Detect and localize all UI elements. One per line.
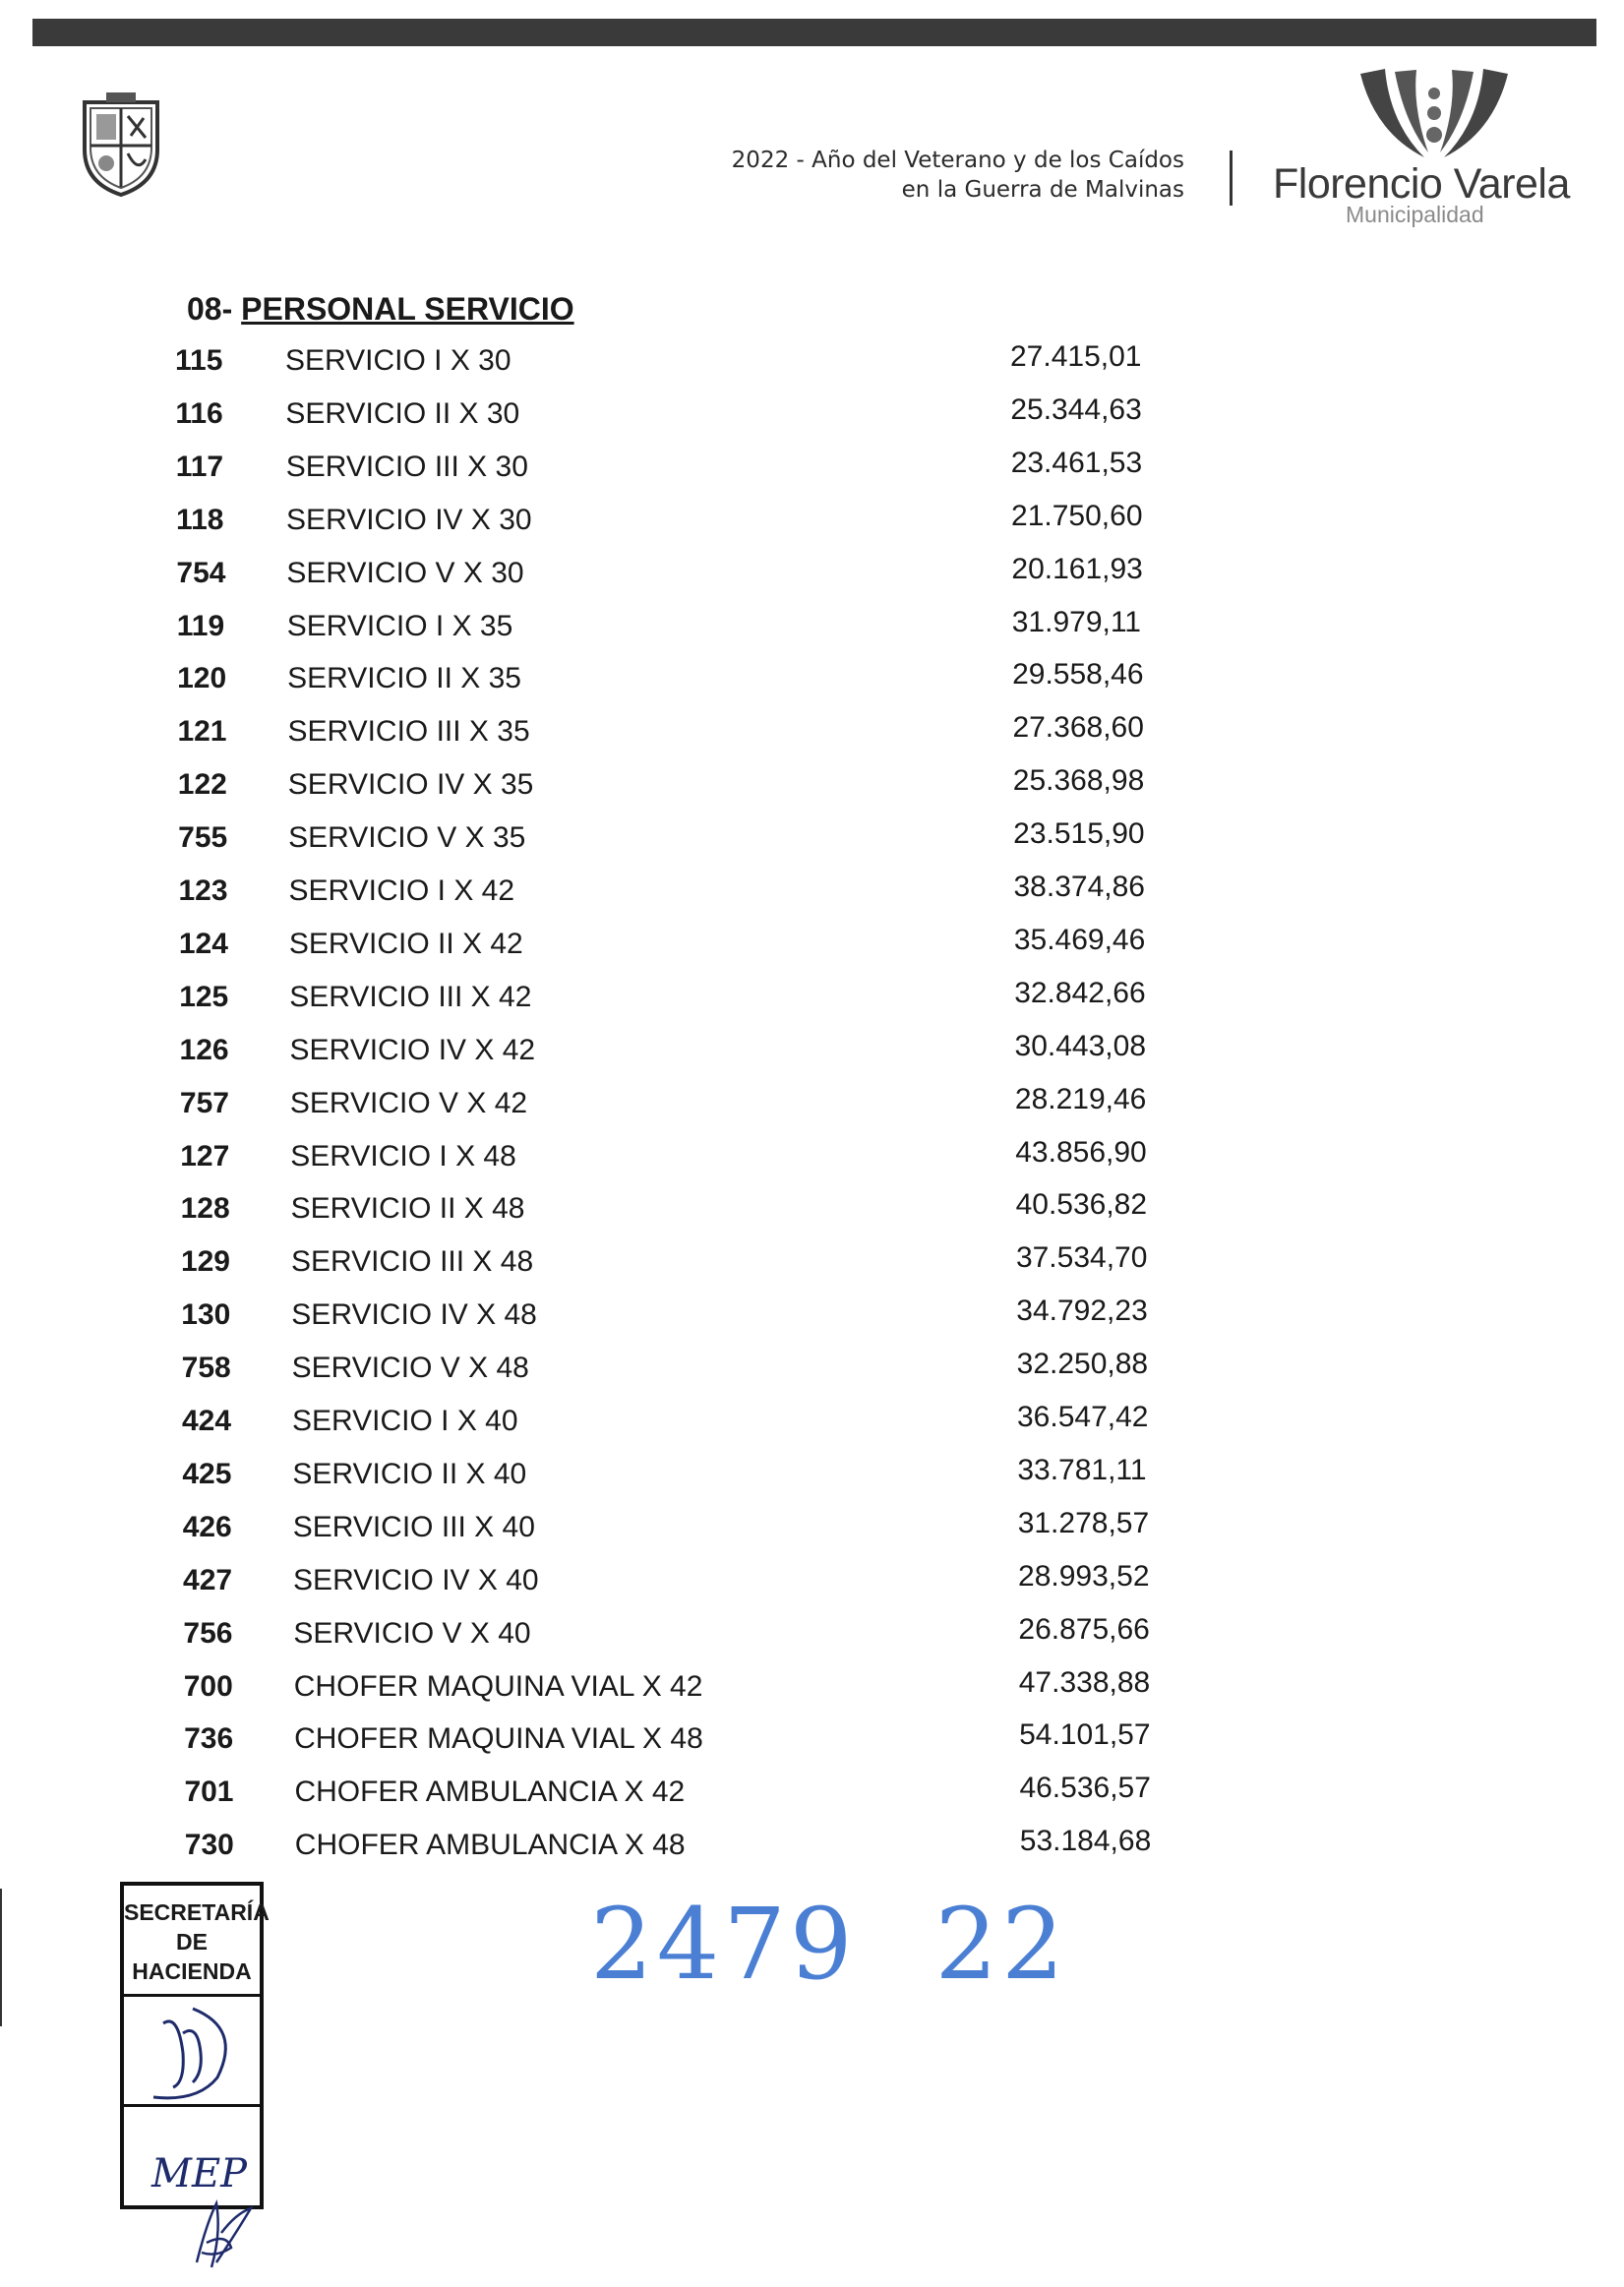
row-code: 701 — [184, 1775, 234, 1809]
document-number-part-1: 2479 — [590, 1887, 857, 2002]
row-amount: 27.368,60 — [1012, 711, 1144, 745]
table-row — [0, 711, 1279, 754]
row-code: 130 — [181, 1298, 231, 1332]
row-description: SERVICIO III X 42 — [289, 980, 532, 1013]
row-description: SERVICIO I X 48 — [290, 1139, 516, 1173]
row-code: 129 — [180, 1245, 230, 1279]
row-amount: 53.184,68 — [1019, 1825, 1152, 1858]
row-code: 425 — [182, 1457, 232, 1490]
row-code: 730 — [184, 1829, 234, 1862]
row-amount: 25.368,98 — [1012, 764, 1145, 798]
table-row — [0, 1612, 1279, 1656]
row-description: SERVICIO IV X 35 — [287, 768, 534, 802]
row-amount: 34.792,23 — [1016, 1294, 1148, 1328]
table-row — [0, 1772, 1279, 1815]
row-code: 126 — [179, 1033, 229, 1066]
municipality-subtitle: Municipalidad — [1346, 202, 1484, 227]
row-code: 123 — [178, 874, 228, 907]
row-description: SERVICIO II X 40 — [292, 1457, 527, 1490]
row-description: SERVICIO V X 42 — [289, 1086, 528, 1119]
row-amount: 40.536,82 — [1015, 1188, 1148, 1222]
table-row — [0, 1453, 1279, 1497]
row-description: CHOFER MAQUINA VIAL X 48 — [294, 1722, 703, 1756]
document-number-part-2: 22 — [934, 1887, 1068, 2002]
table-row — [0, 871, 1279, 914]
row-code: 122 — [177, 768, 227, 802]
row-amount: 25.344,63 — [1010, 392, 1142, 426]
row-description: SERVICIO IV X 48 — [291, 1298, 537, 1332]
row-code: 124 — [178, 927, 228, 960]
municipality-name: Florencio Varela — [1273, 160, 1570, 208]
row-description: CHOFER AMBULANCIA X 48 — [294, 1829, 686, 1862]
table-row — [0, 923, 1279, 967]
row-code: 426 — [182, 1510, 232, 1543]
row-amount: 35.469,46 — [1013, 923, 1146, 956]
row-description: SERVICIO III X 30 — [285, 450, 528, 483]
row-description: SERVICIO IV X 40 — [293, 1563, 539, 1596]
row-code: 119 — [176, 609, 225, 642]
row-amount: 32.250,88 — [1016, 1348, 1149, 1381]
row-code: 125 — [179, 980, 229, 1013]
row-amount: 26.875,66 — [1018, 1612, 1150, 1646]
table-row — [0, 340, 1279, 384]
row-code: 116 — [175, 396, 223, 430]
row-code: 121 — [177, 715, 227, 749]
table-row — [0, 1718, 1279, 1762]
table-row — [0, 1401, 1279, 1444]
row-description: SERVICIO I X 30 — [285, 344, 511, 377]
row-code: 128 — [180, 1192, 230, 1226]
table-row — [0, 1825, 1279, 1868]
table-row — [0, 392, 1279, 437]
table-row — [0, 1082, 1279, 1126]
left-edge-mark — [0, 1889, 2, 2026]
section-number: 08- — [187, 291, 233, 327]
row-description: SERVICIO III X 40 — [292, 1510, 535, 1543]
row-amount: 47.338,88 — [1018, 1665, 1151, 1699]
row-description: SERVICIO V X 35 — [288, 821, 526, 855]
row-amount: 31.278,57 — [1017, 1506, 1150, 1539]
stamp-initials: MEP — [151, 2151, 248, 2197]
table-row — [0, 658, 1279, 701]
row-code: 736 — [184, 1722, 234, 1756]
row-amount: 28.219,46 — [1014, 1082, 1147, 1115]
table-row — [0, 1241, 1279, 1285]
row-amount: 38.374,86 — [1013, 871, 1145, 903]
table-row — [0, 1294, 1279, 1338]
row-description: SERVICIO III X 35 — [287, 715, 530, 749]
row-code: 115 — [175, 344, 223, 377]
row-description: CHOFER AMBULANCIA X 42 — [294, 1775, 686, 1809]
table-row — [0, 1559, 1279, 1603]
row-code: 755 — [178, 821, 228, 855]
document-number-stamp — [590, 1887, 1068, 2002]
row-code: 127 — [180, 1139, 230, 1173]
row-code: 700 — [183, 1669, 233, 1703]
table-row — [0, 817, 1279, 861]
row-description: SERVICIO II X 48 — [290, 1192, 525, 1226]
row-description: SERVICIO V X 40 — [293, 1616, 531, 1650]
table-row — [0, 1029, 1279, 1073]
row-amount: 23.461,53 — [1010, 446, 1143, 479]
table-row — [0, 1348, 1279, 1391]
motto-line-2: en la Guerra de Malvinas — [901, 177, 1184, 203]
row-amount: 27.415,01 — [1010, 340, 1142, 373]
row-description: SERVICIO I X 42 — [288, 874, 515, 907]
row-code: 427 — [183, 1563, 233, 1596]
row-amount: 23.515,90 — [1013, 817, 1145, 851]
row-description: SERVICIO II X 35 — [287, 662, 521, 695]
table-row — [0, 499, 1279, 543]
table-row — [0, 446, 1279, 490]
row-description: SERVICIO V X 30 — [286, 556, 524, 589]
row-amount: 31.979,11 — [1011, 605, 1141, 638]
row-amount: 30.443,08 — [1014, 1029, 1147, 1062]
motto-line-1: 2022 - Año del Veterano y de los Caídos — [731, 148, 1184, 173]
row-code: 754 — [176, 556, 226, 589]
table-row — [0, 1135, 1279, 1179]
table-row — [0, 1188, 1279, 1232]
row-amount: 32.842,66 — [1014, 976, 1146, 1009]
row-description: CHOFER MAQUINA VIAL X 42 — [293, 1669, 703, 1703]
row-description: SERVICIO II X 30 — [285, 396, 520, 430]
signature-scribble-icon — [177, 2194, 266, 2272]
row-amount: 54.101,57 — [1019, 1718, 1151, 1752]
table-row — [0, 976, 1279, 1020]
row-amount: 36.547,42 — [1017, 1401, 1149, 1433]
row-code: 757 — [179, 1086, 229, 1119]
row-description: SERVICIO IV X 30 — [286, 503, 532, 536]
row-code: 118 — [176, 503, 224, 536]
stamp-line-2: DE — [176, 1929, 208, 1955]
section-title: PERSONAL SERVICIO — [241, 291, 574, 327]
row-amount: 43.856,90 — [1015, 1135, 1147, 1169]
table-row — [0, 605, 1279, 649]
row-code: 424 — [182, 1405, 232, 1437]
table-row — [0, 1506, 1279, 1550]
row-amount: 20.161,93 — [1011, 552, 1143, 585]
row-description: SERVICIO III X 48 — [290, 1245, 534, 1279]
stamp-line-1: SECRETARÍA — [124, 1899, 270, 1925]
row-description: SERVICIO II X 42 — [288, 927, 523, 960]
row-code: 117 — [175, 450, 224, 483]
row-amount: 37.534,70 — [1015, 1241, 1148, 1275]
row-description: SERVICIO I X 35 — [286, 609, 513, 642]
row-amount: 33.781,11 — [1017, 1453, 1147, 1486]
row-amount: 46.536,57 — [1019, 1772, 1151, 1805]
row-code: 756 — [183, 1616, 233, 1650]
row-description: SERVICIO I X 40 — [292, 1405, 518, 1437]
table-row — [0, 552, 1279, 596]
table-row — [0, 1665, 1279, 1710]
row-amount: 28.993,52 — [1018, 1559, 1150, 1593]
row-amount: 21.750,60 — [1011, 499, 1143, 532]
row-amount: 29.558,46 — [1012, 658, 1144, 692]
table-row — [0, 764, 1279, 808]
stamp-line-3: HACIENDA — [132, 1958, 252, 1984]
row-code: 120 — [177, 662, 227, 695]
hacienda-stamp — [120, 1882, 270, 2209]
row-description: SERVICIO IV X 42 — [289, 1033, 536, 1066]
row-description: SERVICIO V X 48 — [291, 1352, 529, 1385]
row-code: 758 — [181, 1352, 231, 1385]
